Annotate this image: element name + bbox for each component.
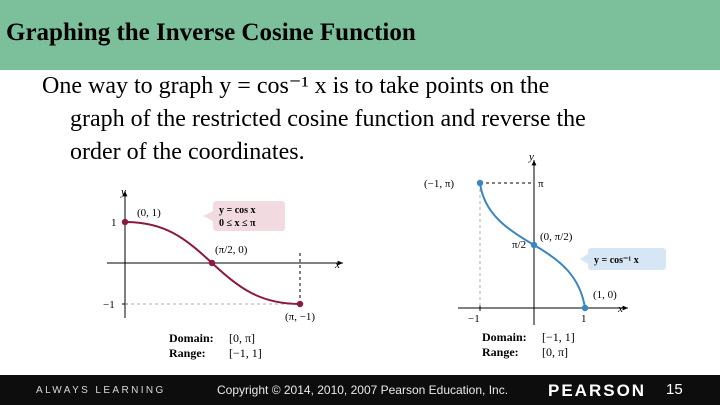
tick-label-1: 1 [111,217,117,229]
x-axis-label: x [618,303,623,315]
label-point-end: (1, 0) [593,289,617,301]
point-start [122,219,128,225]
y-axis-label: y [121,186,126,198]
point-mid [531,242,537,248]
legend-pointer [580,254,588,264]
domain-label: Domain: [482,330,527,344]
pearson-logo: PEARSON [548,381,647,400]
footer-copyright: Copyright © 2014, 2010, 2007 Pearson Education, Inc. [217,383,509,397]
label-point-mid: (π/2, 0) [215,244,248,256]
slide-title: Graphing the Inverse Cosine Function [6,19,416,46]
label-point-start: (0, 1) [137,207,161,219]
label-point-mid: (0, π/2) [540,231,573,243]
label-point-top: (−1, π) [424,178,455,190]
body-line-1: One way to graph y = cos⁻¹ x is to take points on the [42,73,550,99]
y-axis-label: y [529,151,534,163]
body-line-3: order of the coordinates. [70,139,305,165]
point-top [477,180,483,186]
domain-label: Domain: [169,331,214,345]
legend-line-2: 0 ≤ x ≤ π [219,218,256,229]
body-line-2: graph of the restricted cosine function and reverse the [70,106,586,132]
point-mid [209,260,215,266]
range-label: Range: [482,345,519,359]
cosine-graph [95,183,355,363]
domain-value: [−1, 1] [542,330,575,344]
range-value: [0, π] [542,345,569,359]
x-axis-label: x [335,259,340,271]
tick-label-neg1: −1 [103,299,115,311]
footer-bar [0,375,720,405]
tick-label-pi-over-2: π/2 [512,239,527,251]
footer-tagline: ALWAYS LEARNING [36,385,166,396]
legend-pointer [203,211,213,221]
point-end [582,305,588,311]
legend-text: y = cos⁻¹ x [594,255,639,266]
arccos-graph [418,150,680,365]
page-number: 15 [666,381,683,398]
point-end [297,301,303,307]
range-value: [−1, 1] [229,346,262,360]
tick-label-neg1: −1 [468,313,480,325]
legend-line-1: y = cos x [219,205,256,216]
label-point-end: (π, −1) [285,311,316,323]
range-label: Range: [169,346,206,360]
domain-value: [0, π] [229,331,256,345]
tick-label-pi: π [538,178,544,190]
tick-label-1: 1 [581,313,587,325]
